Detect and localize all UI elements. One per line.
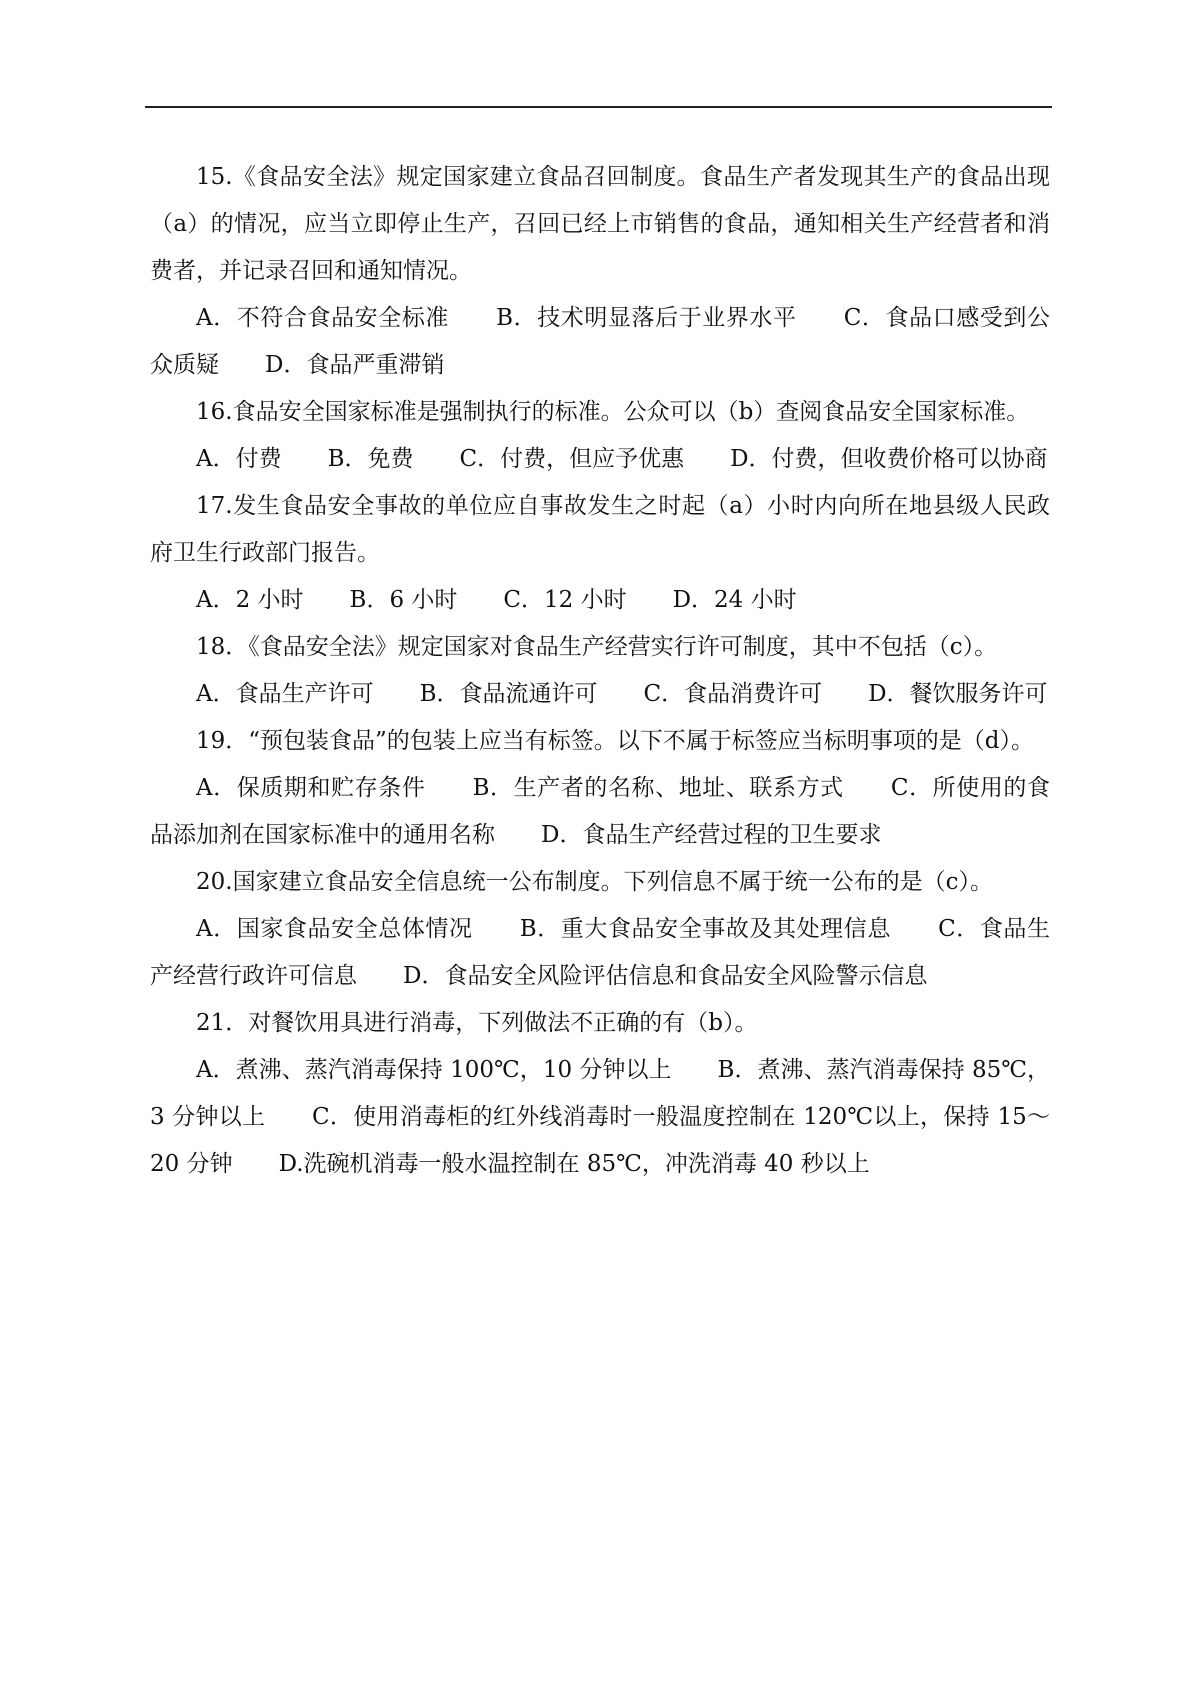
- question-20-stem: 20.国家建立食品安全信息统一公布制度。下列信息不属于统一公布的是（c）。: [196, 869, 993, 895]
- question-19-options: A．保质期和贮存条件 B．生产者的名称、地址、联系方式 C．所使用的食品添加剂在国家标准中的通用名称 D．食品生产经营过程的卫生要求: [150, 775, 1050, 848]
- question-16-stem: 16.食品安全国家标准是强制执行的标准。公众可以（b）查阅食品安全国家标准。: [196, 399, 1030, 425]
- question-19-stem: 19．“预包装食品”的包装上应当有标签。以下不属于标签应当标明事项的是（d）。: [196, 728, 1035, 754]
- question-17-stem: 17.发生食品安全事故的单位应自事故发生之时起（a）小时内向所在地县级人民政府卫生行政部门报告。: [150, 493, 1050, 566]
- question-20-options: A．国家食品安全总体情况 B．重大食品安全事故及其处理信息 C．食品生产经营行政许可信息 D．食品安全风险评估信息和食品安全风险警示信息: [150, 916, 1050, 989]
- question-21-options: A．煮沸、蒸汽消毒保持 100℃，10 分钟以上 B．煮沸、蒸汽消毒保持 85℃，3 分钟以上 C．使用消毒柜的红外线消毒时一般温度控制在 120℃以上，保持 15～20 分钟 D.洗碗机消毒一般水温控制在 85℃，冲洗消毒 40 秒以上: [150, 1057, 1050, 1177]
- question-18-stem: 18．《食品安全法》规定国家对食品生产经营实行许可制度，其中不包括（c）。: [196, 634, 998, 660]
- header-rule: [145, 106, 1052, 108]
- question-15-stem: 15.《食品安全法》规定国家建立食品召回制度。食品生产者发现其生产的食品出现（a）的情况，应当立即停止生产，召回已经上市销售的食品，通知相关生产经营者和消费者，并记录召回和通知情况。: [150, 164, 1050, 284]
- question-15-options: A．不符合食品安全标准 B．技术明显落后于业界水平 C．食品口感受到公众质疑 D．食品严重滞销: [150, 305, 1050, 378]
- question-18-options: A．食品生产许可 B．食品流通许可 C．食品消费许可 D．餐饮服务许可: [196, 681, 1048, 707]
- question-list: [150, 154, 1050, 1188]
- question-21-stem: 21．对餐饮用具进行消毒，下列做法不正确的有（b）。: [196, 1010, 758, 1036]
- question-17-options: A．2 小时 B．6 小时 C．12 小时 D．24 小时: [196, 587, 797, 613]
- question-16-options: A．付费 B．免费 C．付费，但应予优惠 D．付费，但收费价格可以协商: [196, 446, 1048, 472]
